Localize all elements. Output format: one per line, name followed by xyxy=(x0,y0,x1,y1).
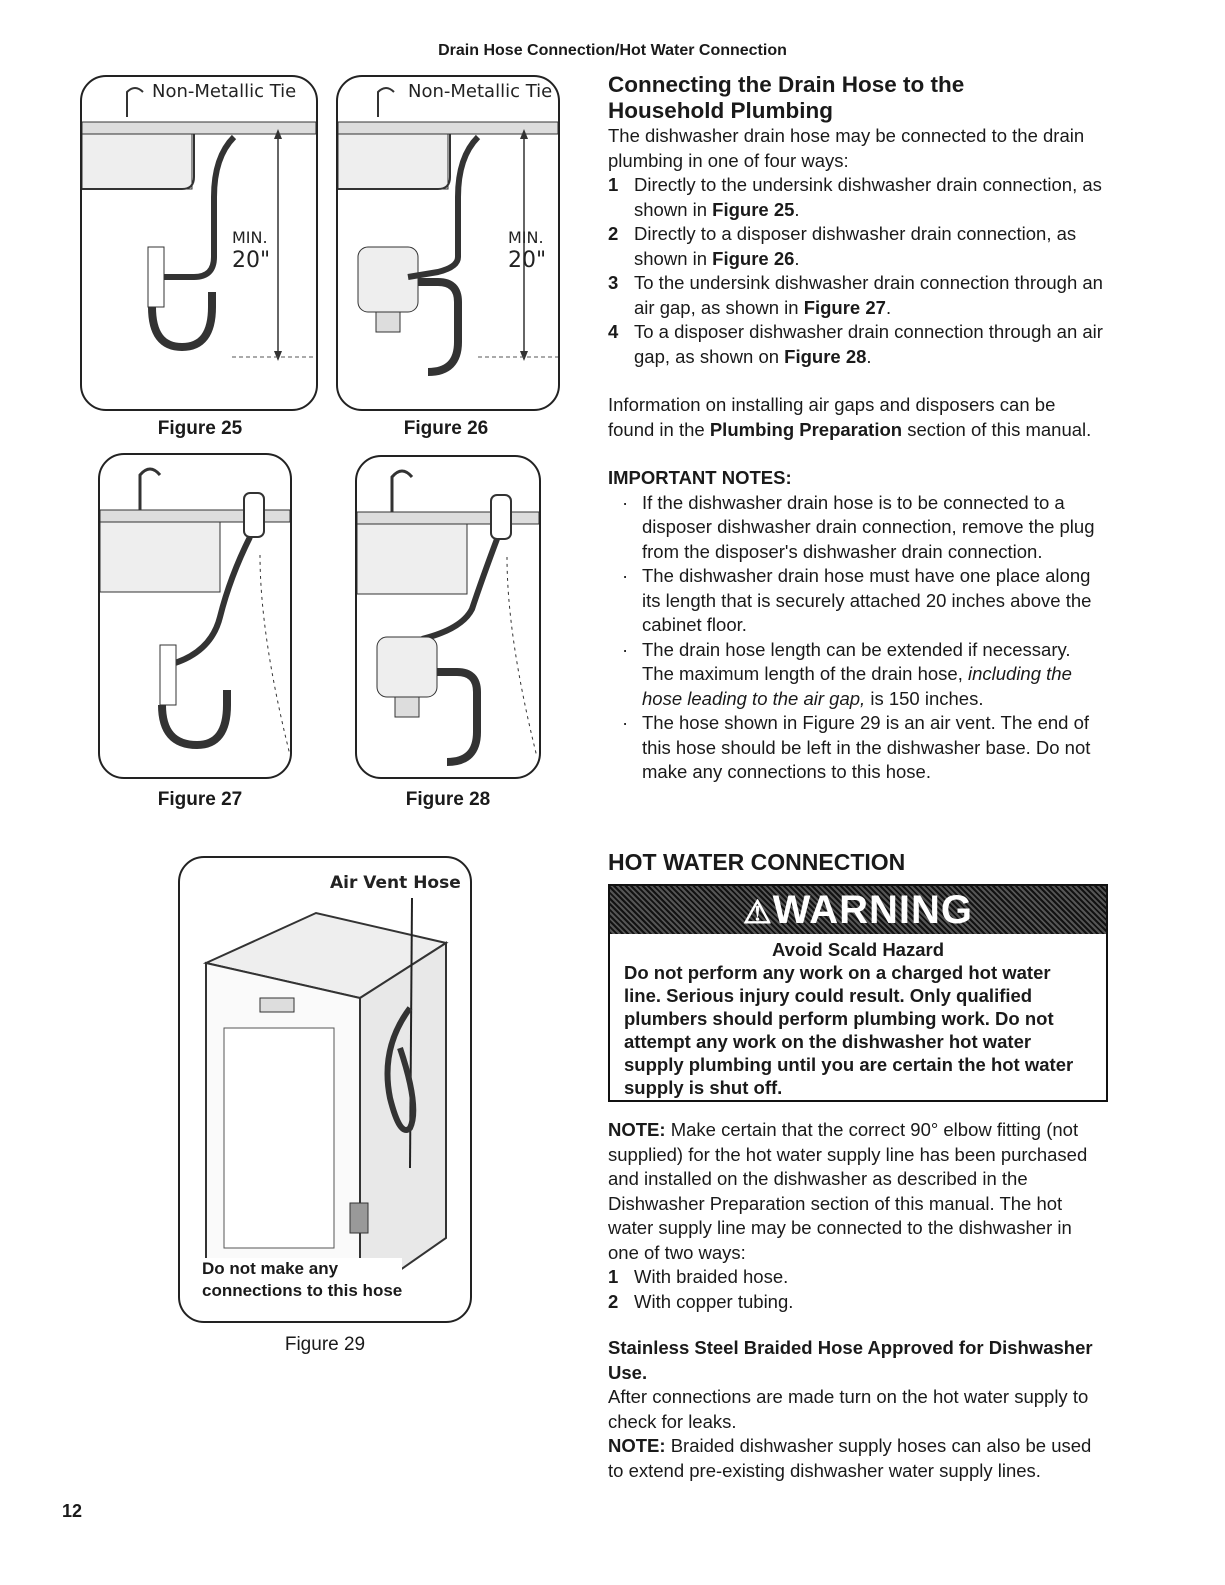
note-paragraph: NOTE: Make certain that the correct 90° elbow fitting (not supplied) for the hot water supply line has been purchased and installed on the dishwasher as described in the Dishwasher Preparation section of this manual. The hot water supply line may be connected to the dishwasher in one of two ways: xyxy=(608,1119,1088,1263)
intro-text: The dishwasher drain hose may be connected to the drain plumbing in one of four ways: xyxy=(608,125,1085,171)
figure-28-illustration xyxy=(355,455,541,779)
figure-29-illustration xyxy=(178,856,472,1323)
figure-25-caption: Figure 25 xyxy=(157,418,243,439)
tie-label: Non-Metallic Tie xyxy=(408,81,553,102)
list-item: · The drain hose length can be extended if necessary. The maximum length of the drain hose, including the hose leading to the air gap, is 150 inches. xyxy=(622,638,1072,709)
figure-26-illustration xyxy=(336,75,560,411)
hot-water-section xyxy=(608,1118,1106,1483)
warning-box xyxy=(608,884,1108,1102)
figure-27-caption: Figure 27 xyxy=(157,789,243,810)
min-label: MIN. xyxy=(232,228,268,247)
hot-water-title: HOT WATER CONNECTION xyxy=(608,849,906,875)
figure-26-caption: Figure 26 xyxy=(403,418,489,439)
warning-word: WARNING xyxy=(772,888,973,932)
braided-hose-subtitle: Stainless Steel Braided Hose Approved for Dishwasher Use. xyxy=(608,1337,1093,1383)
hot-water-heading-wrap xyxy=(608,850,1106,875)
figure-27-illustration xyxy=(98,453,292,779)
do-not-connect-line-2: connections to this hose xyxy=(202,1281,403,1300)
min-label: MIN. xyxy=(508,228,544,247)
page-number: 12 xyxy=(62,1501,83,1521)
list-item: 1 With braided hose. xyxy=(608,1266,789,1287)
warning-subtitle: Avoid Scald Hazard xyxy=(771,939,945,960)
list-item: · If the dishwasher drain hose is to be connected to a disposer dishwasher drain connection, remove the plug from the disposer's dishwasher drain connection. xyxy=(622,491,1095,562)
list-item: 3 To the undersink dishwasher drain connection through an air gap, as shown in Figure 27. xyxy=(608,272,1103,318)
title-line-2: Household Plumbing xyxy=(608,98,833,123)
warning-text: Do not perform any work on a charged hot water line. Serious injury could result. Only qualified plumbers should perform plumbing work. Do not attempt any work on the dishwasher hot water supply plumbing until you are certain the hot water supply is shut off. xyxy=(624,962,1074,1098)
warning-header xyxy=(610,886,1106,934)
connection-methods-list xyxy=(608,173,1106,369)
section-title xyxy=(608,72,1106,124)
height-label: 20" xyxy=(508,248,547,273)
list-item: 2 Directly to a disposer dishwasher drain connection, as shown in Figure 26. xyxy=(608,223,1077,269)
figure-25-illustration xyxy=(80,75,318,411)
figure-29-caption: Figure 29 xyxy=(284,1334,366,1355)
important-notes-list xyxy=(608,491,1106,785)
title-line-1: Connecting the Drain Hose to the xyxy=(608,72,965,97)
note2-paragraph: NOTE: Braided dishwasher supply hoses can also be used to extend pre-existing dishwasher water supply lines. xyxy=(608,1435,1092,1481)
supply-methods-list xyxy=(608,1265,1106,1314)
height-label: 20" xyxy=(232,248,271,273)
list-item: · The hose shown in Figure 29 is an air vent. The end of this hose should be left in the dishwasher base. Do not make any connections to this hose. xyxy=(622,712,1091,782)
tie-label: Non-Metallic Tie xyxy=(152,81,297,102)
drain-section xyxy=(608,72,1106,785)
do-not-connect-line-1: Do not make any xyxy=(202,1259,339,1278)
list-item: · The dishwasher drain hose must have one place along its length that is securely attached 20 inches above the cabinet floor. xyxy=(622,565,1092,635)
important-notes-title: IMPORTANT NOTES: xyxy=(608,467,792,488)
list-item: 2 With copper tubing. xyxy=(608,1290,794,1312)
warning-triangle-icon: ⚠ xyxy=(742,894,773,930)
info-paragraph: Information on installing air gaps and disposers can be found in the Plumbing Preparation section of this manual. xyxy=(608,394,1092,440)
list-item: 1 Directly to the undersink dishwasher drain connection, as shown in Figure 25. xyxy=(608,174,1102,220)
after-connections-text: After connections are made turn on the hot water supply to check for leaks. xyxy=(608,1386,1089,1432)
page-header: Drain Hose Connection/Hot Water Connection xyxy=(438,42,787,59)
figure-28-caption: Figure 28 xyxy=(405,789,491,810)
list-item: 4 To a disposer dishwasher drain connection through an air gap, as shown on Figure 28. xyxy=(608,321,1103,367)
warning-body xyxy=(610,934,1106,1103)
do-not-connect-label xyxy=(202,1258,402,1302)
air-vent-label: Air Vent Hose xyxy=(330,873,461,893)
